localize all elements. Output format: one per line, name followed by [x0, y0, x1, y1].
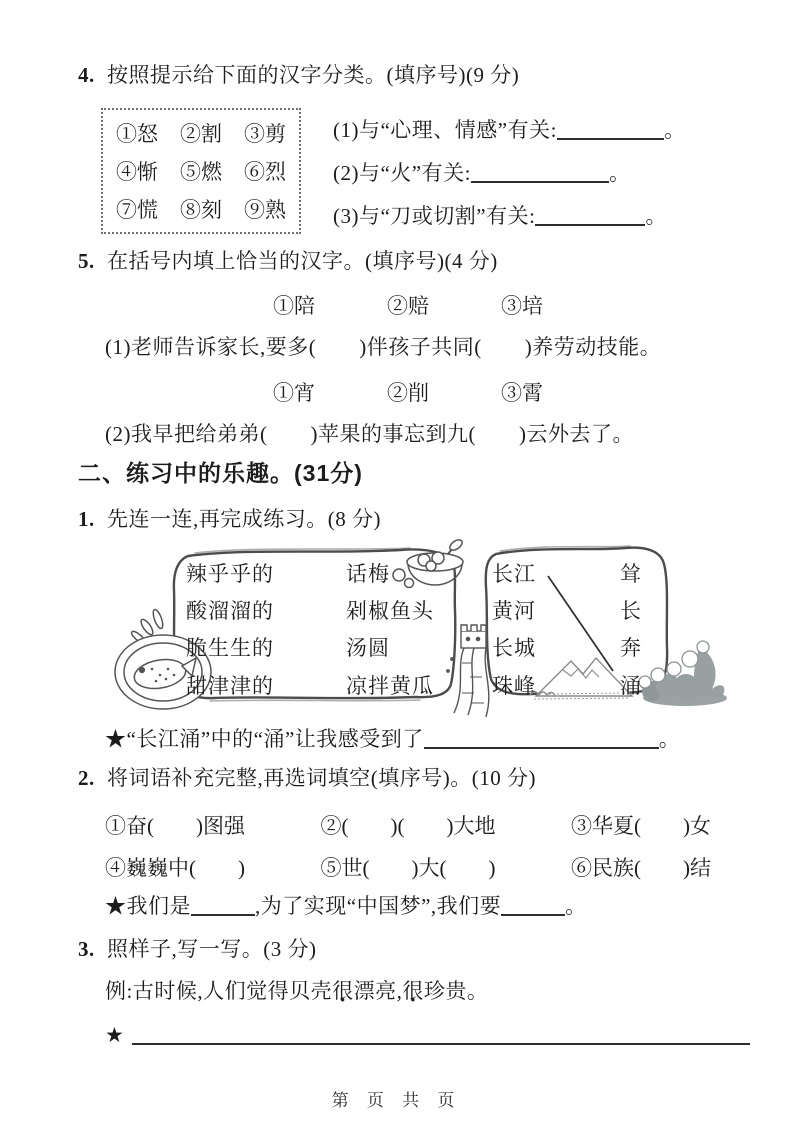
mountain-illustration [530, 658, 632, 699]
option-cell: ⑧刻 [180, 198, 222, 222]
option-cell: ⑦慌 [116, 198, 158, 222]
answer-blank [501, 894, 565, 916]
question-1-title: 先连一连,再完成练习。(8 分) [107, 507, 381, 531]
idiom-item: ⑤世( )大( ) [320, 856, 496, 880]
answer-blank [535, 204, 645, 226]
option-cell: ⑨熟 [244, 198, 286, 222]
example-text: 漂亮, [353, 979, 403, 1003]
question-3-number: 3. [78, 937, 95, 961]
match-left-item: 长城 [492, 636, 536, 660]
option-cell: ①宵 [273, 381, 315, 405]
star-question-label: ★“长江涌”中的“涌”让我感受到了 [105, 727, 424, 751]
hanzi-options-row [116, 156, 286, 186]
section-2-header: 二、练习中的乐趣。(31分) [78, 460, 363, 486]
match-right-item: 话梅 [346, 562, 390, 586]
hanzi-options-box [101, 108, 301, 234]
match-right-item: 长 [620, 599, 642, 623]
char-options-row-1 [273, 290, 543, 320]
match-right-item: 奔 [620, 636, 642, 660]
waves-illustration [639, 641, 727, 706]
example-text: 例:古时候,人们觉得贝壳 [105, 979, 333, 1003]
match-left-item: 长江 [492, 562, 536, 586]
idiom-item: ⑥民族( )结 [570, 856, 711, 880]
star-question-label: ★我们是 [105, 894, 191, 918]
idiom-item: ④巍巍中( ) [105, 856, 245, 880]
option-cell: ①陪 [273, 294, 315, 318]
question-2-title: 将词语补充完整,再选词填空(填序号)。(10 分) [107, 766, 536, 790]
option-cell: ④惭 [116, 160, 158, 184]
star-question-2 [105, 893, 587, 919]
example-sentence [105, 978, 488, 1004]
match-right-item: 凉拌黄瓜 [346, 674, 434, 698]
match-left-item: 珠峰 [492, 674, 536, 698]
question-5-number: 5. [78, 249, 95, 273]
question-3-title: 照样子,写一写。(3 分) [107, 937, 317, 961]
idiom-item: ②( )( )大地 [320, 814, 496, 838]
fill-in-sentence-2: (2)我早把给弟弟( )苹果的事忘到九( )云外去了。 [105, 422, 634, 446]
period: 。 [645, 204, 667, 228]
char-options-row-2 [273, 377, 543, 407]
sub-question-1 [333, 117, 685, 143]
sub-question-label: (1)与“心理、情感”有关: [333, 118, 557, 142]
star-question-3 [105, 1022, 750, 1048]
star-question-1 [105, 726, 680, 752]
fill-in-sentence-1: (1)老师告诉家长,要多( )伴孩子共同( )养劳动技能。 [105, 335, 662, 359]
sub-question-2 [333, 160, 630, 186]
hanzi-options-row [116, 118, 286, 148]
answer-blank [191, 894, 255, 916]
idiom-item: ①奋( )图强 [105, 814, 245, 838]
option-cell: ②割 [180, 122, 222, 146]
match-left-item: 辣乎乎的 [186, 562, 274, 586]
answer-blank [132, 1023, 750, 1045]
star-marker: ★ [105, 1023, 125, 1047]
answer-blank [424, 727, 659, 749]
period: 。 [608, 161, 631, 185]
match-right-item: 涌 [620, 674, 642, 698]
sub-question-label: (3)与“刀或切割”有关: [333, 204, 536, 228]
answer-blank [557, 118, 664, 140]
question-4-title: 按照提示给下面的汉字分类。(填序号)(9 分) [107, 63, 520, 87]
period: 。 [565, 894, 587, 918]
tangyuan-bowl-illustration [393, 538, 464, 588]
answer-blank [471, 161, 609, 183]
option-cell: ③剪 [244, 122, 286, 146]
match-right-item: 剁椒鱼头 [346, 599, 434, 623]
match-left-item: 甜津津的 [186, 674, 274, 698]
question-2-number: 2. [78, 766, 95, 790]
period: 。 [658, 727, 681, 751]
option-cell: ②赔 [387, 294, 429, 318]
match-left-item: 黄河 [492, 599, 536, 623]
example-text: 珍贵。 [423, 979, 489, 1003]
example-connection-line [548, 576, 613, 671]
match-right-item: 耸 [620, 562, 642, 586]
page-footer: 第 页 共 页 [331, 1091, 462, 1110]
idiom-row-1 [105, 810, 711, 840]
hanzi-options-row [116, 194, 286, 224]
period: 。 [663, 118, 686, 142]
emphasized-char: 很 [402, 979, 424, 1003]
match-right-item: 汤圆 [346, 636, 390, 660]
match-left-item: 酸溜溜的 [186, 599, 274, 623]
emphasized-char: 很 [332, 979, 354, 1003]
match-left-item: 脆生生的 [186, 636, 274, 660]
idiom-row-2 [105, 852, 711, 882]
question-1-number: 1. [78, 507, 95, 531]
option-cell: ②削 [387, 381, 429, 405]
star-question-label: ,为了实现“中国梦”,我们要 [255, 894, 502, 918]
sub-question-3 [333, 203, 667, 229]
sub-question-label: (2)与“火”有关: [333, 161, 471, 185]
option-cell: ③培 [501, 294, 543, 318]
question-5-title: 在括号内填上恰当的汉字。(填序号)(4 分) [107, 249, 498, 273]
option-cell: ⑥烈 [244, 160, 286, 184]
question-4-number: 4. [78, 63, 95, 87]
option-cell: ③霄 [501, 381, 543, 405]
option-cell: ①怒 [116, 122, 158, 146]
idiom-item: ③华夏( )女 [570, 814, 711, 838]
option-cell: ⑤燃 [180, 160, 222, 184]
